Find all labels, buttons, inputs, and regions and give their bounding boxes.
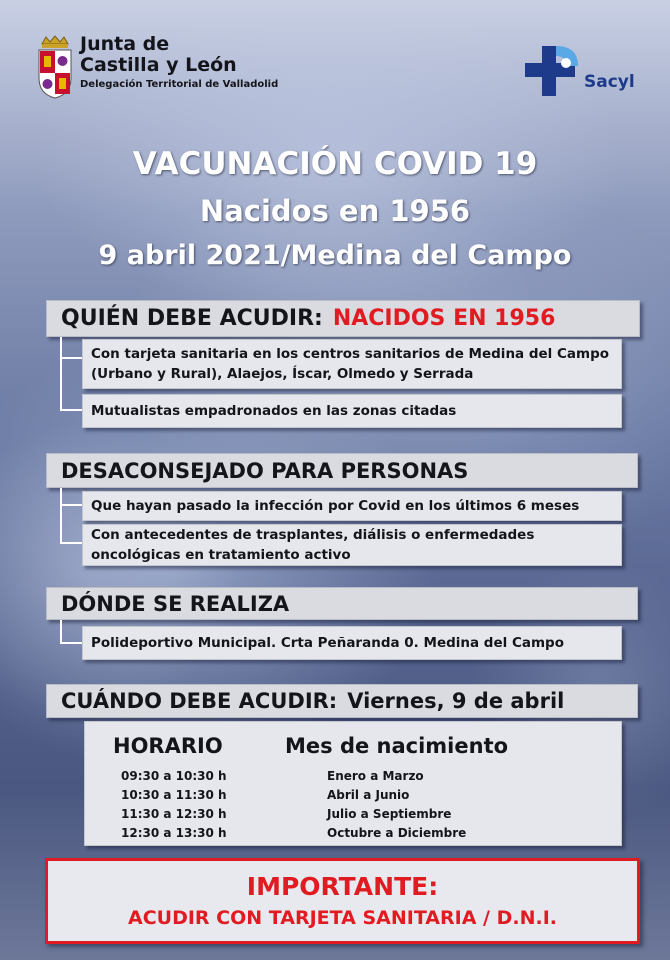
page-date-place: 9 abril 2021/Medina del Campo: [98, 240, 572, 271]
schedule-time: 10:30 a 11:30 h: [121, 788, 227, 802]
when-date: Viernes, 9 de abril: [347, 689, 565, 713]
connector-line: [60, 337, 82, 411]
when-heading: CUÁNDO DEBE ACUDIR:: [61, 689, 338, 713]
jcyl-logo: [36, 34, 278, 100]
not-recommended-item: Con antecedentes de trasplantes, diálisis o enfermedades oncológicas en tratamiento activo: [82, 524, 622, 566]
sacyl-cross-icon: [522, 42, 580, 100]
schedule-time: 11:30 a 12:30 h: [121, 807, 227, 821]
schedule-table: [84, 721, 622, 846]
coat-of-arms-icon: [36, 34, 74, 100]
where-heading: DÓNDE SE REALIZA: [46, 587, 638, 620]
sacyl-label: Sacyl: [584, 72, 635, 92]
who-item: Con tarjeta sanitaria en los centros sanitarios de Medina del Campo (Urbano y Rural), Alaejos, Íscar, Olmedo y Serrada: [82, 339, 622, 389]
jcyl-delegation: Delegación Territorial de Valladolid: [80, 79, 279, 90]
who-heading: QUIÉN DEBE ACUDIR:: [61, 306, 323, 331]
schedule-col-time: HORARIO: [113, 734, 223, 758]
jcyl-name-line1: Junta de: [80, 33, 170, 55]
schedule-months: Octubre a Diciembre: [327, 826, 467, 840]
schedule-months: Abril a Junio: [327, 788, 410, 802]
who-item: Mutualistas empadronados en las zonas citadas: [82, 394, 622, 428]
important-title: IMPORTANTE:: [246, 872, 439, 901]
schedule-time: 12:30 a 13:30 h: [121, 826, 227, 840]
who-heading-bar: [46, 300, 640, 337]
not-recommended-item: Que hayan pasado la infección por Covid en los últimos 6 meses: [82, 491, 622, 521]
schedule-col-month: Mes de nacimiento: [285, 734, 509, 758]
schedule-months: Enero a Marzo: [327, 769, 424, 783]
jcyl-name-line2: Castilla y León: [80, 54, 237, 76]
important-box: [45, 858, 640, 944]
not-recommended-heading: DESACONSEJADO PARA PERSONAS: [46, 453, 638, 488]
page-subtitle: Nacidos en 1956: [199, 194, 471, 228]
page-title: VACUNACIÓN COVID 19: [132, 146, 538, 182]
sacyl-logo: [522, 42, 635, 100]
where-item: Polideportivo Municipal. Crta Peñaranda 0. Medina del Campo: [82, 626, 622, 660]
schedule-months: Julio a Septiembre: [327, 807, 452, 821]
who-highlight: NACIDOS EN 1956: [332, 306, 556, 331]
important-text: ACUDIR CON TARJETA SANITARIA / D.N.I.: [128, 907, 557, 929]
connector-line: [60, 620, 82, 644]
when-heading-bar: [46, 684, 638, 718]
schedule-time: 09:30 a 10:30 h: [121, 769, 227, 783]
connector-line: [60, 488, 82, 544]
